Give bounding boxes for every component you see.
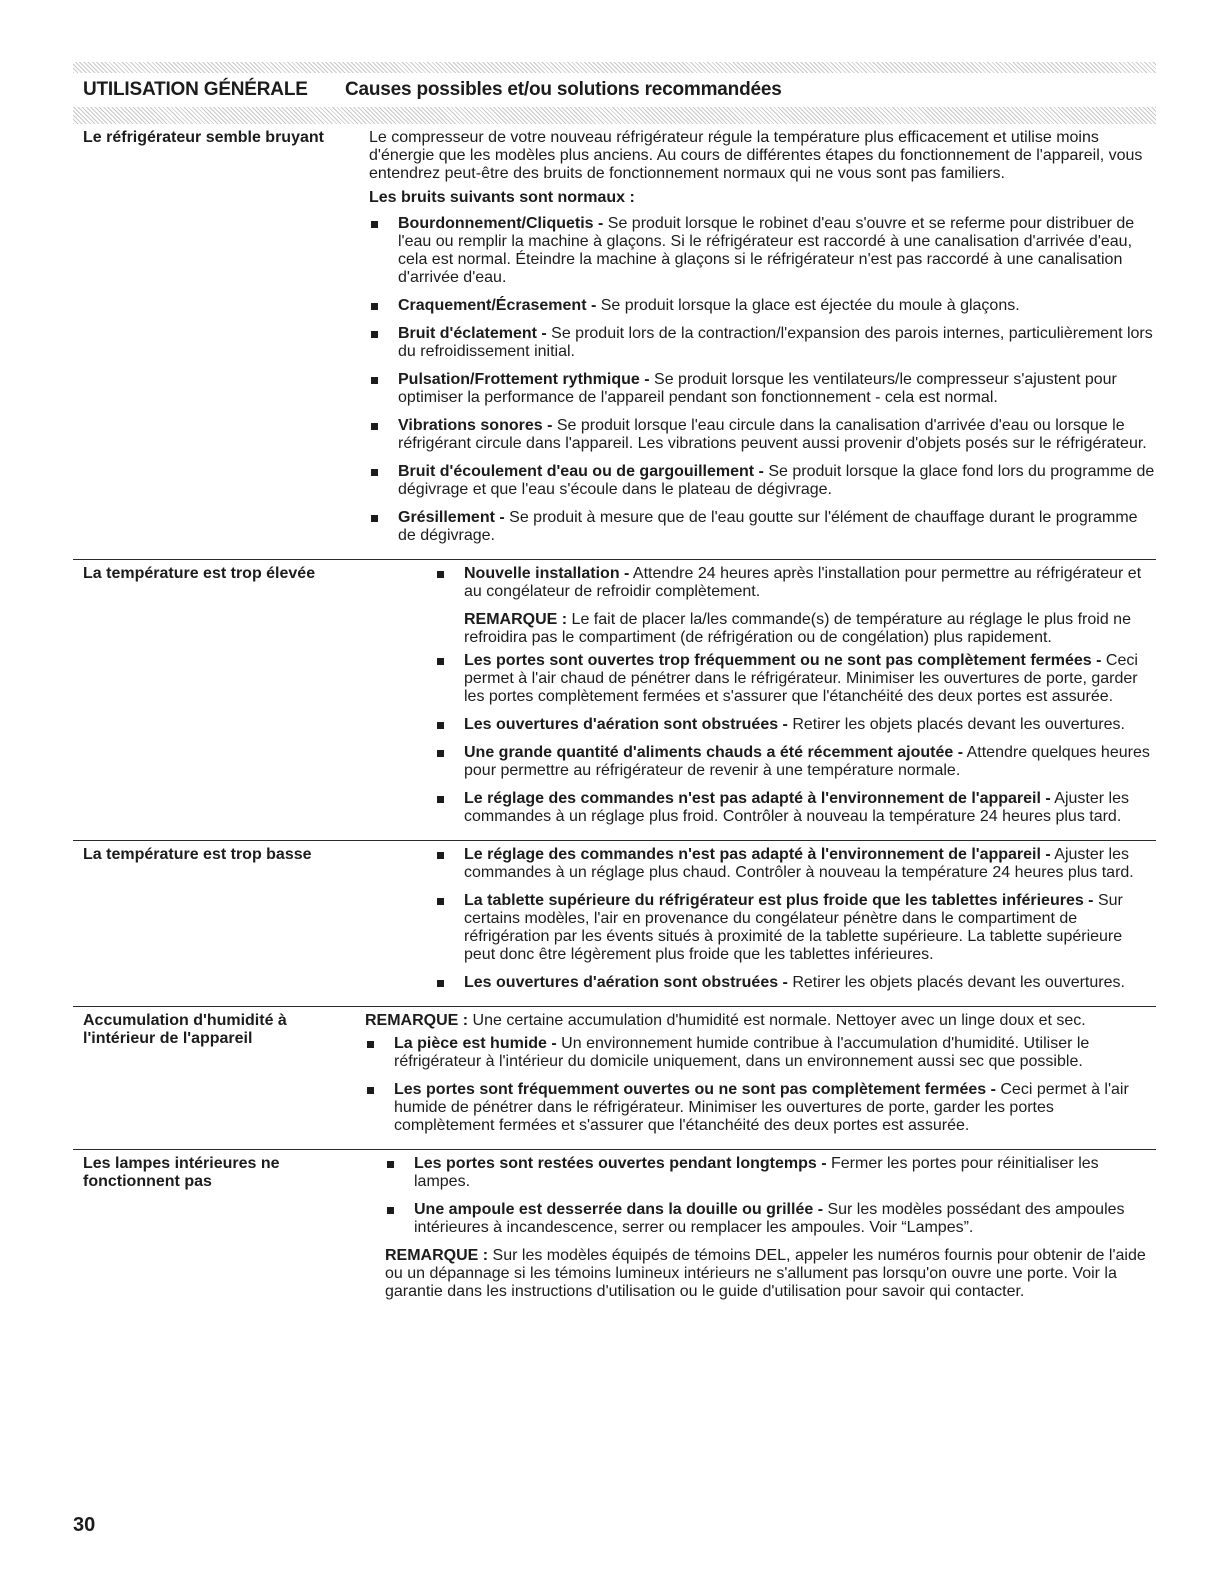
table-header-band (73, 62, 1156, 124)
bullet-icon (437, 980, 444, 987)
list-item: Vibrations sonores - Se produit lorsque l'eau circule dans la canalisation d'arrivée d'eau ou lorsque le réfrigérant circule dans l'appareil. Les vibrations peuvent aussi provenir d'objets posés sur le réfrigérateur. (369, 417, 1156, 453)
bullet-icon (437, 750, 444, 757)
list-item: Grésillement - Se produit à mesure que de l'eau goutte sur l'élément de chauffage durant le programme de dégivrage. (369, 509, 1156, 545)
note-paragraph: REMARQUE : Sur les modèles équipés de témoins DEL, appeler les numéros fournis pour obtenir de l'aide ou un dépannage si les témoins lumineux intérieurs ne s'allument pas lorsqu'on ouvre une porte. Voir la garantie dans les instructions d'utilisation ou le guide d'utilisation pour savoir qui contacter. (385, 1247, 1146, 1300)
bullet-icon (437, 571, 444, 578)
problem-row-moisture (73, 1006, 1156, 1149)
bullet-icon (371, 331, 378, 338)
list-item: Les portes sont ouvertes trop fréquemment ou ne sont pas complètement fermées - Ceci permet à l'air chaud de pénétrer dans le réfrigérateur. Minimiser les ouvertures de porte, garder les portes complètement fermées et s'assurer que l'étanchéité des deux portes est assurée. (435, 652, 1156, 706)
column-title: Causes possibles et/ou solutions recommandées (345, 79, 782, 100)
solution-list (365, 1035, 1156, 1135)
bullet-icon (371, 377, 378, 384)
problem-row-too-warm (73, 559, 1156, 840)
list-item: La tablette supérieure du réfrigérateur est plus froide que les tablettes inférieures - Sur certains modèles, l'air en provenance du congélateur pénètre dans le compartiment de réfrigération par les évents situés à proximité de la tablette supérieure. La tablette supérieure peut donc être légèrement plus froide que les tablettes inférieures. (435, 892, 1156, 964)
problem-row-too-cold (73, 840, 1156, 1006)
bullet-icon (437, 852, 444, 859)
note-paragraph: REMARQUE : Le fait de placer la/les commande(s) de température au réglage le plus froid ne refroidira pas le compartiment (de réfrigération ou de congélation) plus rapidement. (464, 611, 1131, 646)
list-item: Les ouvertures d'aération sont obstruées - Retirer les objets placés devant les ouvertures. (435, 974, 1156, 992)
list-item: Une grande quantité d'aliments chauds a été récemment ajoutée - Attendre quelques heures pour permettre au réfrigérateur de revenir à une température normale. (435, 744, 1156, 780)
problem-row-noise (73, 124, 1156, 559)
bullet-icon (367, 1087, 374, 1094)
problem-label: La température est trop élevée (83, 565, 316, 582)
sound-list (369, 215, 1156, 545)
bullet-icon (437, 722, 444, 729)
bullet-icon (371, 303, 378, 310)
list-item: Les ouvertures d'aération sont obstruées - Retirer les objets placés devant les ouvertures. (435, 716, 1156, 734)
list-item: Le réglage des commandes n'est pas adapté à l'environnement de l'appareil - Ajuster les commandes à un réglage plus chaud. Contrôler à nouveau la température 24 heures plus tard. (435, 846, 1156, 882)
solutions-cell (385, 1155, 1156, 1306)
list-item: Bourdonnement/Cliquetis - Se produit lorsque le robinet d'eau s'ouvre et se referme pour distribuer de l'eau ou remplir la machine à glaçons. Si le réfrigérateur est raccordé à une canalisation d'arrivée d'eau, cela est normal. Éteindre la machine à glaçons si le réfrigérateur n'est pas raccordé à une canalisation d'arrivée d'eau. (369, 215, 1156, 287)
intro-paragraph: Le compresseur de votre nouveau réfrigérateur régule la température plus efficacement et utilise moins d'énergie que les modèles plus anciens. Au cours de différentes étapes du fonctionnement de l'appareil, vous entendrez peut-être des bruits de fonctionnement normaux qui ne vous sont pas familiers. (369, 129, 1143, 182)
problem-label: La température est trop basse (83, 846, 312, 863)
troubleshooting-page (73, 62, 1156, 1306)
problem-label: Le réfrigérateur semble bruyant (83, 129, 324, 146)
section-title: UTILISATION GÉNÉRALE (83, 79, 308, 100)
bullet-icon (387, 1161, 394, 1168)
normal-sounds-subheading: Les bruits suivants sont normaux : (369, 189, 635, 206)
list-item: Les portes sont restées ouvertes pendant longtemps - Fermer les portes pour réinitialiser les lampes. (385, 1155, 1156, 1191)
solution-list (385, 1155, 1156, 1237)
list-item: Pulsation/Frottement rythmique - Se produit lorsque les ventilateurs/le compresseur s'ajustent pour optimiser la performance de l'appareil pendant son fonctionnement - cela est normal. (369, 371, 1156, 407)
list-item: Une ampoule est desserrée dans la douille ou grillée - Sur les modèles possédant des ampoules intérieures à incandescence, serrer ou remplacer les ampoules. Voir “Lampes”. (385, 1201, 1156, 1237)
bullet-icon (387, 1207, 394, 1214)
solution-list (435, 565, 1156, 601)
note-paragraph: REMARQUE : Une certaine accumulation d'humidité est normale. Nettoyer avec un linge doux et sec. (365, 1012, 1086, 1029)
problem-label: Accumulation d'humidité à l'intérieur de l'appareil (83, 1012, 287, 1047)
bullet-icon (437, 796, 444, 803)
table-header (73, 73, 1156, 107)
list-item: La pièce est humide - Un environnement humide contribue à l'accumulation d'humidité. Utiliser le réfrigérateur à l'intérieur du domicile uniquement, dans un environnement aussi sec que possible. (365, 1035, 1156, 1071)
list-item: Bruit d'éclatement - Se produit lors de la contraction/l'expansion des parois internes, particulièrement lors du refroidissement initial. (369, 325, 1156, 361)
bullet-icon (437, 658, 444, 665)
bullet-icon (371, 423, 378, 430)
list-item: Les portes sont fréquemment ouvertes ou ne sont pas complètement fermées - Ceci permet à l'air humide de pénétrer dans le réfrigérateur. Minimiser les ouvertures de porte, garder les portes complètement fermées et s'assurer que l'étanchéité des deux portes est assurée. (365, 1081, 1156, 1135)
page-number: 30 (73, 1514, 96, 1536)
solutions-cell (435, 565, 1156, 836)
solution-list (435, 652, 1156, 826)
solutions-cell (365, 1012, 1156, 1145)
problem-row-lights (73, 1149, 1156, 1306)
bullet-icon (371, 469, 378, 476)
bullet-icon (371, 515, 378, 522)
bullet-icon (367, 1041, 374, 1048)
solution-list (435, 846, 1156, 992)
list-item: Bruit d'écoulement d'eau ou de gargouillement - Se produit lorsque la glace fond lors du programme de dégivrage et que l'eau s'écoule dans le plateau de dégivrage. (369, 463, 1156, 499)
bullet-icon (371, 221, 378, 228)
solutions-cell (435, 846, 1156, 1002)
bullet-icon (437, 898, 444, 905)
solutions-cell (369, 129, 1156, 555)
list-item: Nouvelle installation - Attendre 24 heures après l'installation pour permettre au réfrigérateur et au congélateur de refroidir complètement. (435, 565, 1156, 601)
list-item: Craquement/Écrasement - Se produit lorsque la glace est éjectée du moule à glaçons. (369, 297, 1156, 315)
problem-label: Les lampes intérieures ne fonctionnent pas (83, 1155, 280, 1190)
list-item: Le réglage des commandes n'est pas adapté à l'environnement de l'appareil - Ajuster les commandes à un réglage plus froid. Contrôler à nouveau la température 24 heures plus tard. (435, 790, 1156, 826)
